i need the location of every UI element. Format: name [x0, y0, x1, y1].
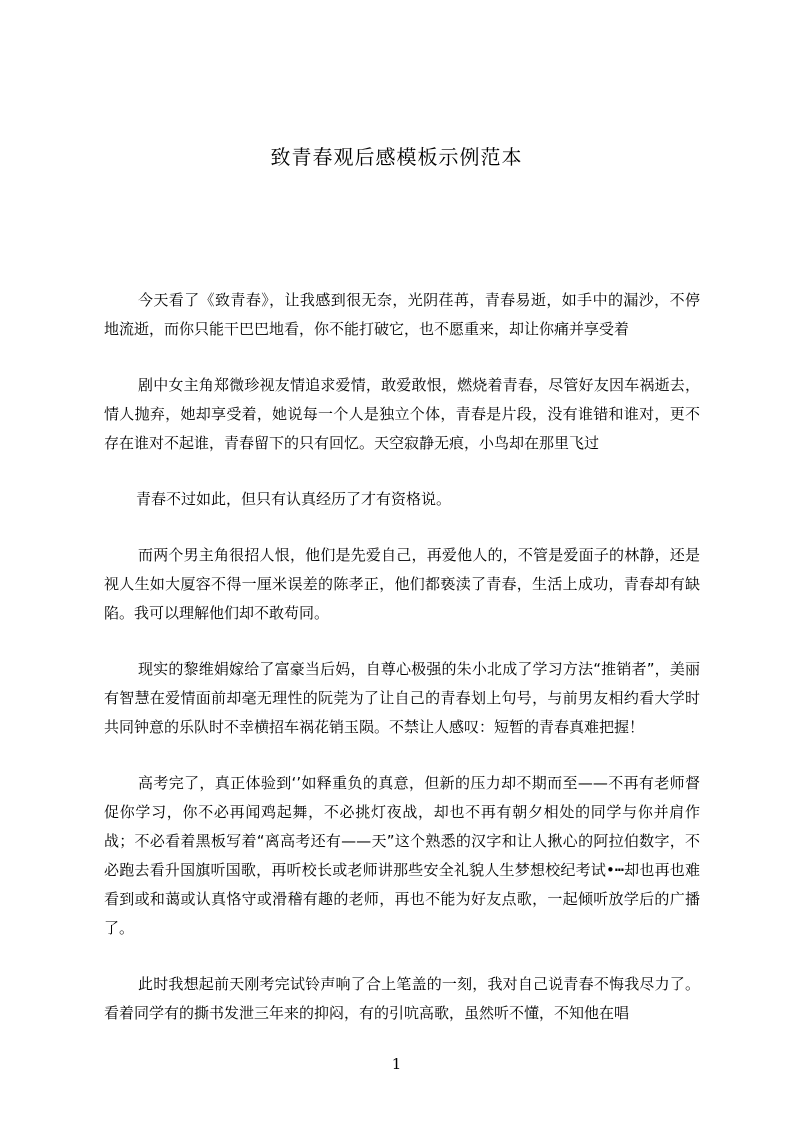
document-body [104, 286, 700, 1055]
paragraph-3: 青春不过如此，但只有认真经历了才有资格说。 [136, 490, 452, 508]
paragraph-5: 现实的黎维娟嫁给了富豪当后妈，自尊心极强的朱小北成了学习方法“推销者”，美丽有智慧在爱情面前却毫无理性的阮莞为了让自己的青春划上句号，与前男友相约看大学时共同钟意的乐队时不幸横招车祸花销玉陨。不禁让人感叹：短暂的青春真难把握！ [104, 660, 700, 736]
paragraph-1: 今天看了《致青春》，让我感到很无奈，光阴荏苒，青春易逝，如手中的漏沙，不停地流逝，而你只能干巴巴地看，你不能打破它，也不愿重来，却让你痛并享受着 [104, 291, 700, 338]
paragraph-7: 此时我想起前天刚考完试铃声响了合上笔盖的一刻，我对自己说青春不悔我尽力了。看着同学有的撕书发泄三年来的抑闷，有的引吭高歌，虽然听不懂，不知他在唱 [104, 975, 700, 1022]
paragraph-2: 剧中女主角郑微珍视友情追求爱情，敢爱敢恨，燃烧着青春，尽管好友因车祸逝去，情人抛弃，她却享受着，她说每一个人是独立个体，青春是片段，没有谁错和谁对，更不存在谁对不起谁，青春留下的只有回忆。天空寂静无痕，小鸟却在那里飞过 [104, 376, 700, 452]
page-number: 1 [391, 1055, 402, 1073]
paragraph-6: 高考完了，真正体验到‘’如释重负的真意，但新的压力却不期而至——不再有老师督促你学习，你不必再闻鸡起舞，不必挑灯夜战，却也不再有朝夕相处的同学与你并肩作战；不必看着黑板写着“离高考还有——天”这个熟悉的汉字和让人揪心的阿拉伯数字，不必跑去看升国旗听国歌，再听校长或老师讲那些安全礼貌人生梦想校纪考试•┅却也再也难看到或和蔼或认真恪守或滑稽有趣的老师，再也不能为好友点歌，一起倾听放学后的广播了。 [104, 774, 700, 937]
document-title: 致青春观后感模板示例范本 [270, 145, 523, 169]
paragraph-4: 而两个男主角很招人恨，他们是先爱自己，再爱他人的，不管是爱面子的林静，还是视人生如大厦容不得一厘米误差的陈孝正，他们都亵渎了青春，生活上成功，青春却有缺陷。我可以理解他们却不敢苟同。 [104, 546, 700, 622]
